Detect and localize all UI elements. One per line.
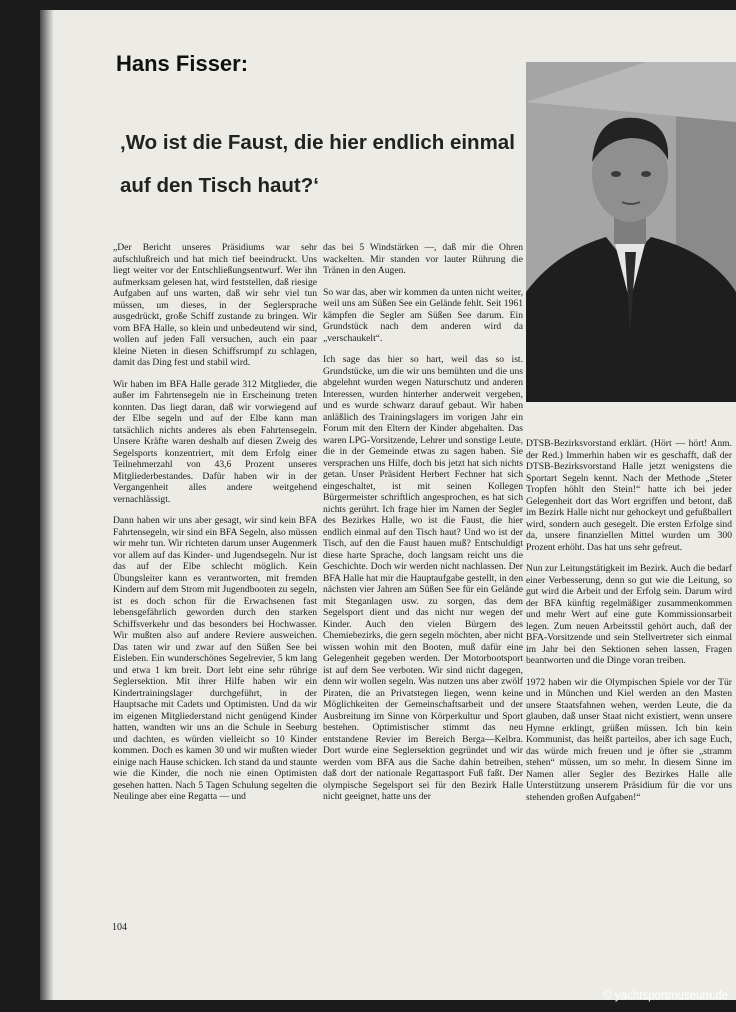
article-column-1 [113, 242, 317, 813]
page-number: 104 [112, 922, 127, 933]
paragraph: 1972 haben wir die Olympischen Spiele vor der Tür und in München und Kiel werden an den Masten unsere Staatsfahnen wehen, werden Leute, die da glauben, daß unser Staat nicht existiert, wenn unsere Hymne erklingt, grüßen müssen. Ich bin kein Kommunist, das heißt parteilos, aber ich sage Euch, das würde mich freuen und je öfter sie „stramm stehen“ müssen, um so mehr. In diesem Sinne im Namen aller Segler des Bezirkes Halle alle Unterstützung unserem Präsidium für die vor uns stehenden großen Aufgaben!“ [526, 676, 732, 803]
paragraph: Ich sage das hier so hart, weil das so ist. Grundstücke, um die wir uns bemühten und die uns abgelehnt wurden wegen Naturschutz und anderen Interessen, wurden hinterher anderweit vergeben, und es wurde schwarz darauf gebaut. Wir haben anläßlich des Trainingslagers im vorigen Jahr ein Forum mit den Eltern der Kinder abgehalten. Das waren LPG-Vorsitzende, Lehrer und sonstige Leute, die in der Gemeinde etwas zu sagen haben. Sie versprachen uns Hilfe, doch bis jetzt hat sich nichts getan. Unser Präsident Herbert Fechner hat sich eingeschaltet, ist mit seinen Kollegen Bürgermeister schriftlich angesprochen, es hat sich nichts gerührt. Ich frage hier im Namen der Segler des Bezirkes Halle, wo ist die Faust, die hier endlich einmal auf den Tisch haut? Und wo ist der Tisch, auf den die Faust hauen muß? Entschuldigt diese harte Sprache, doch langsam reicht uns die Geschichte. Doch wir werden nicht nachlassen. Der BFA Halle hat mir die Hauptaufgabe gestellt, in den nächsten vier Jahren am Süßen See für ein Gelände mit Steganlagen usw. zu sorgen, das dem Segelsport dient und das nicht nur wegen der Kinder. Auch den vielen Bürgern des Chemiebezirks, die gern segeln möchten, aber nicht wissen wohin mit den Booten, muß dafür eine Gelegenheit gegeben werden. Der Motorbootsport ist auf dem See verboten. Wir sind nicht dagegen, denn wir wollen segeln. Was nutzen uns aber zwölf Piraten, die an Privatstegen liegen, wenn keine Möglichkeiten der Gemeinschaftsarbeit und der Ausbreitung im Sinne von Körperkultur und Sport bestehen. Optimistischer stimmt das neu entstandene Revier im Bereich Berga—Kelbra. Dort wurde eine Seglersektion gegründet und wir werden vom BFA aus die Sache dahin betreiben, daß dort der nationale Regattasport Fuß faßt. Der olympische Segelsport sei für den Bezirk Halle nicht geeignet, hatte uns der [323, 354, 523, 802]
book-spine-shadow [40, 10, 54, 1000]
paragraph: DTSB-Bezirksvorstand erklärt. (Hört — hört! Anm. der Red.) Immerhin haben wir es geschafft, daß der DTSB-Bezirksvorstand Halle jetzt wenigstens die Sportart Segeln kennt. Nach der Methode „Steter Tropfen höhlt den Stein!“ hatte ich bei jeder Gelegenheit dort das Wort ergriffen und betont, daß im Bezirk Halle nicht nur gehockeyt und gefußballert wird, sondern auch gesegelt. Die ersten Erfolge sind da, unsere finanziellen Mittel wurden um 300 Prozent erhöht. Das hat uns sehr gefreut. [526, 438, 732, 553]
article-column-2 [323, 242, 523, 813]
paragraph: Wir haben im BFA Halle gerade 312 Mitglieder, die außer im Fahrtensegeln nie in Erscheinung treten konnten. Das liegt daran, daß wir vorwiegend auf der Elbe segeln und auf der Elbe kann man tatsächlich nichts anderes als eben Fahrtensegeln. Unsere Kräfte waren deshalb auf diesen Zweig des Segelsports konzentriert, mit dem Erfolg einer Teilnehmerzahl von 43,6 Prozent unseres Mitgliederbestandes. Dafür haben wir in der Vergangenheit alles andere weitgehend vernachlässigt. [113, 378, 317, 505]
article-column-3 [526, 438, 732, 813]
paragraph: das bei 5 Windstärken —, daß mir die Ohren wackelten. Mir standen vor lauter Rührung die Tränen in den Augen. [323, 242, 523, 276]
watermark-credit: © yachtsportmuseum.de [603, 990, 728, 1002]
paragraph: „Der Bericht unseres Präsidiums war sehr aufschlußreich und hat mich tief beeindruckt. Uns liegt weiter vor der Entschließungsentwurf. Wer ihn aufmerksam gelesen hat, wird feststellen, daß riesige Aufgaben auf uns warten, daß wir sehr viel tun müssen, um dieses, in der Seglersprache ausgedrückt, große Schiff zustande zu bringen. Wir vom BFA Halle, so klein und unbedeutend wir sind, wollen auf jeden Fall versuchen, auch ein paar kleine Nieten in diesen Schiffsrumpf zu schlagen, damit das Ding fest und stabil wird. [113, 242, 317, 368]
paragraph: Dann haben wir uns aber gesagt, wir sind kein BFA Fahrtensegeln, wir sind ein BFA Segeln, also müssen wir mehr tun. Wir richteten darum unser Augenmerk vor allem auf das Kinder- und Jugendsegeln. Nur ist das auf der Elbe schlecht möglich. Kein Übungsleiter kann es verantworten, mit fremden Kindern auf dem Strom mit Jugendbooten zu segeln, ist es doch schon für die Erwachsenen fast lebensgefährlich geworden durch den starken Schiffsverkehr und das besonders bei Hochwasser. Wir mußten also auf andere Reviere ausweichen. Das taten wir und zwar auf den Süßen See bei Eisleben. Ein wunderschönes Segelrevier, 5 km lang und etwa 1 km breit. Dort lebt eine sehr rührige Seglersektion. Mit ihrer Hilfe haben wir ein Kindertrainingslager durchgeführt, in der Hauptsache mit Cadets und Optimisten. Und da wir im eigenen Mitgliederstand nicht genügend Kinder hatten, wandten wir uns an die Schule in Seeburg und dachten, es würden vielleicht so 10 Kinder kommen. Doch es kamen 30 und wir mußten wieder einige nach Hause schicken. Ich stand da und staunte wie die Kinder, die noch nie einen Optimisten gesehen hatten. Nach 5 Tagen Schulung segelten die Neulinge aber eine Regatta — und [113, 515, 317, 802]
article-headline: ‚Wo ist die Faust, die hier endlich einmal auf den Tisch haut?‘ [120, 131, 515, 197]
portrait-photo [526, 62, 736, 402]
paragraph: Nun zur Leitungstätigkeit im Bezirk. Auch die bedarf einer Verbesserung, denn so gut wie die Leitung, so gut wird die Arbeit und der Erfolg sein. Darum wird der BFA künftig regelmäßiger zusammenkommen und mehr Wert auf eine gute Kommissionsarbeit legen. Zum neuen Arbeitsstil gehört auch, daß der BFA-Vorsitzende und sein Stellvertreter sich einmal im Jahr bei den Sektionen sehen lassen, Fragen beantworten und die Dinge voran treiben. [526, 563, 732, 666]
portrait-photo-icon [526, 62, 736, 402]
magazine-page [40, 10, 736, 1000]
author-name: Hans Fisser: [116, 51, 249, 76]
paragraph: So war das, aber wir kommen da unten nicht weiter, weil uns am Süßen See ein Gelände fehlt. Seit 1961 kämpfen die Segler am Süßen See darum. Ein Grundstück nach dem anderen wird da „verschaukelt“. [323, 286, 523, 344]
